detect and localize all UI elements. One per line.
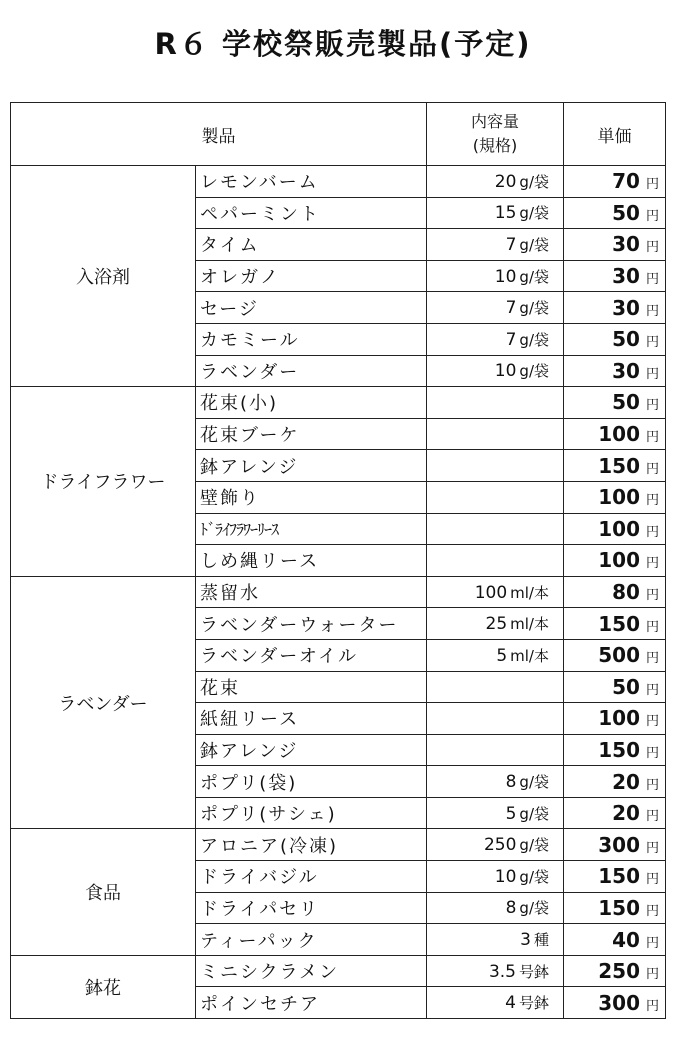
yen-unit: 円 — [645, 556, 659, 572]
capacity-unit: g/袋 — [519, 330, 549, 349]
yen-unit: 円 — [645, 619, 659, 635]
price-cell — [564, 608, 666, 640]
category-cell: 鉢花 — [11, 955, 196, 1018]
yen-unit: 円 — [645, 903, 659, 919]
product-name: セージ — [196, 292, 427, 324]
table-row — [11, 955, 666, 987]
price-cell — [564, 639, 666, 671]
price-cell — [564, 323, 666, 355]
price-cell — [564, 766, 666, 798]
capacity-unit: g/袋 — [519, 267, 549, 286]
category-cell: ラベンダー — [11, 576, 196, 829]
capacity-amount: 8 — [505, 772, 517, 793]
product-name: タイム — [196, 229, 427, 261]
capacity-cell — [427, 861, 564, 893]
price-value: 30 — [612, 358, 640, 383]
product-name: ﾄﾞﾗｲﾌﾗﾜｰﾘｰｽ — [196, 513, 427, 545]
capacity-unit: g/袋 — [519, 172, 549, 191]
capacity-cell — [427, 481, 564, 513]
price-value: 50 — [612, 390, 640, 415]
product-name: 蒸留水 — [196, 576, 427, 608]
capacity-cell — [427, 829, 564, 861]
capacity-amount: 100 — [474, 582, 508, 603]
capacity-amount: 8 — [505, 898, 517, 919]
header-row — [11, 103, 666, 166]
price-value: 20 — [612, 801, 640, 826]
capacity-cell — [427, 639, 564, 671]
yen-unit: 円 — [645, 714, 659, 730]
yen-unit: 円 — [645, 366, 659, 382]
product-name: 紙紐リース — [196, 703, 427, 735]
price-cell — [564, 987, 666, 1019]
capacity-cell — [427, 355, 564, 387]
capacity-cell — [427, 387, 564, 419]
price-value: 150 — [598, 864, 640, 889]
price-cell — [564, 513, 666, 545]
product-name: ラベンダーウォーター — [196, 608, 427, 640]
price-cell — [564, 166, 666, 198]
price-value: 100 — [598, 516, 640, 541]
price-value: 50 — [612, 674, 640, 699]
price-cell — [564, 671, 666, 703]
capacity-cell — [427, 166, 564, 198]
product-name: アロニア(冷凍) — [196, 829, 427, 861]
header-product: 製品 — [11, 103, 427, 166]
capacity-cell — [427, 734, 564, 766]
product-name: ペパーミント — [196, 197, 427, 229]
capacity-cell — [427, 260, 564, 292]
yen-unit: 円 — [645, 872, 659, 888]
capacity-cell — [427, 545, 564, 577]
product-name: ポプリ(サシェ) — [196, 797, 427, 829]
capacity-amount: 20 — [494, 171, 517, 192]
product-name: 壁飾り — [196, 481, 427, 513]
price-value: 300 — [598, 990, 640, 1015]
yen-unit: 円 — [645, 461, 659, 477]
capacity-amount: 10 — [494, 361, 517, 382]
yen-unit: 円 — [645, 272, 659, 288]
table-row — [11, 387, 666, 419]
price-value: 150 — [598, 453, 640, 478]
capacity-cell — [427, 955, 564, 987]
capacity-cell — [427, 323, 564, 355]
capacity-cell — [427, 513, 564, 545]
price-value: 50 — [612, 327, 640, 352]
capacity-cell — [427, 924, 564, 956]
capacity-cell — [427, 576, 564, 608]
capacity-cell — [427, 987, 564, 1019]
capacity-amount: 250 — [483, 835, 517, 856]
price-cell — [564, 734, 666, 766]
price-cell — [564, 481, 666, 513]
capacity-amount: 7 — [505, 329, 517, 350]
price-value: 150 — [598, 611, 640, 636]
product-name: レモンバーム — [196, 166, 427, 198]
price-value: 30 — [612, 295, 640, 320]
capacity-cell — [427, 671, 564, 703]
capacity-unit: g/袋 — [519, 204, 549, 223]
capacity-unit: g/袋 — [519, 235, 549, 254]
header-capacity-line2: (規格) — [472, 136, 518, 155]
price-value: 40 — [612, 927, 640, 952]
yen-unit: 円 — [645, 840, 659, 856]
capacity-unit: g/袋 — [519, 899, 549, 918]
yen-unit: 円 — [645, 809, 659, 825]
yen-unit: 円 — [645, 935, 659, 951]
capacity-cell — [427, 292, 564, 324]
capacity-cell — [427, 703, 564, 735]
capacity-unit: 号鉢 — [518, 962, 549, 981]
capacity-amount: 4 — [505, 993, 516, 1014]
product-name: カモミール — [196, 323, 427, 355]
price-value: 80 — [612, 580, 640, 605]
capacity-amount: 3 — [520, 930, 531, 951]
capacity-unit: g/袋 — [519, 836, 549, 855]
price-value: 100 — [598, 485, 640, 510]
capacity-unit: 号鉢 — [518, 994, 549, 1013]
product-name: 花束 — [196, 671, 427, 703]
price-cell — [564, 576, 666, 608]
category-cell: 食品 — [11, 829, 196, 955]
price-value: 100 — [598, 548, 640, 573]
yen-unit: 円 — [645, 240, 659, 256]
product-name: ミニシクラメン — [196, 955, 427, 987]
category-cell: ドライフラワー — [11, 387, 196, 577]
price-cell — [564, 197, 666, 229]
capacity-amount: 10 — [494, 866, 517, 887]
capacity-amount: 7 — [505, 234, 517, 255]
product-name: ドライバジル — [196, 861, 427, 893]
product-name: しめ縄リース — [196, 545, 427, 577]
capacity-unit: g/袋 — [519, 804, 549, 823]
price-cell — [564, 292, 666, 324]
price-value: 50 — [612, 200, 640, 225]
product-name: ティーパック — [196, 924, 427, 956]
product-name: ポインセチア — [196, 987, 427, 1019]
product-name: ドライパセリ — [196, 892, 427, 924]
table-row — [11, 576, 666, 608]
price-cell — [564, 955, 666, 987]
capacity-amount: 5 — [505, 803, 517, 824]
product-rows — [11, 166, 666, 1019]
price-value: 30 — [612, 232, 640, 257]
header-capacity-line1: 内容量 — [470, 112, 519, 131]
capacity-cell — [427, 892, 564, 924]
product-name: 鉢アレンジ — [196, 734, 427, 766]
table-row — [11, 166, 666, 198]
yen-unit: 円 — [645, 398, 659, 414]
product-table — [10, 102, 666, 1019]
yen-unit: 円 — [645, 682, 659, 698]
category-cell: 入浴剤 — [11, 166, 196, 387]
capacity-unit: g/袋 — [519, 773, 549, 792]
capacity-amount: 15 — [494, 203, 517, 224]
price-value: 300 — [598, 832, 640, 857]
product-name: オレガノ — [196, 260, 427, 292]
price-value: 30 — [612, 264, 640, 289]
price-value: 20 — [612, 769, 640, 794]
price-cell — [564, 229, 666, 261]
header-capacity — [427, 103, 564, 166]
product-name: 花束ブーケ — [196, 418, 427, 450]
price-value: 70 — [612, 169, 640, 194]
capacity-unit: g/袋 — [519, 867, 549, 886]
price-cell — [564, 450, 666, 482]
capacity-amount: 10 — [494, 266, 517, 287]
capacity-unit: g/袋 — [519, 362, 549, 381]
price-cell — [564, 861, 666, 893]
price-cell — [564, 892, 666, 924]
yen-unit: 円 — [645, 745, 659, 761]
capacity-cell — [427, 418, 564, 450]
price-cell — [564, 797, 666, 829]
capacity-cell — [427, 450, 564, 482]
yen-unit: 円 — [645, 998, 659, 1014]
capacity-amount: 3.5 — [488, 961, 516, 982]
price-cell — [564, 545, 666, 577]
price-value: 250 — [598, 959, 640, 984]
capacity-amount: 25 — [485, 614, 508, 635]
yen-unit: 円 — [645, 430, 659, 446]
capacity-unit: ml/本 — [510, 583, 549, 602]
page-title: R６ 学校祭販売製品(予定) — [154, 27, 532, 61]
price-cell — [564, 829, 666, 861]
yen-unit: 円 — [645, 967, 659, 983]
capacity-cell — [427, 797, 564, 829]
capacity-unit: ml/本 — [510, 646, 549, 665]
yen-unit: 円 — [645, 651, 659, 667]
yen-unit: 円 — [645, 335, 659, 351]
capacity-cell — [427, 197, 564, 229]
capacity-cell — [427, 229, 564, 261]
yen-unit: 円 — [645, 303, 659, 319]
price-value: 150 — [598, 737, 640, 762]
product-name: 花束(小) — [196, 387, 427, 419]
price-cell — [564, 924, 666, 956]
capacity-unit: g/袋 — [519, 299, 549, 318]
capacity-cell — [427, 608, 564, 640]
capacity-unit: ml/本 — [510, 615, 549, 634]
yen-unit: 円 — [645, 177, 659, 193]
product-name: 鉢アレンジ — [196, 450, 427, 482]
yen-unit: 円 — [645, 777, 659, 793]
price-value: 100 — [598, 706, 640, 731]
price-value: 100 — [598, 422, 640, 447]
product-name: ポプリ(袋) — [196, 766, 427, 798]
price-value: 500 — [598, 643, 640, 668]
yen-unit: 円 — [645, 588, 659, 604]
price-cell — [564, 418, 666, 450]
capacity-amount: 7 — [505, 298, 517, 319]
price-cell — [564, 387, 666, 419]
price-cell — [564, 260, 666, 292]
price-cell — [564, 703, 666, 735]
yen-unit: 円 — [645, 208, 659, 224]
product-name: ラベンダーオイル — [196, 639, 427, 671]
capacity-amount: 5 — [496, 645, 508, 666]
price-cell — [564, 355, 666, 387]
capacity-unit: 種 — [533, 931, 549, 950]
table-row — [11, 829, 666, 861]
yen-unit: 円 — [645, 524, 659, 540]
price-value: 150 — [598, 895, 640, 920]
yen-unit: 円 — [645, 493, 659, 509]
capacity-cell — [427, 766, 564, 798]
header-price: 単価 — [564, 103, 666, 166]
product-name: ラベンダー — [196, 355, 427, 387]
